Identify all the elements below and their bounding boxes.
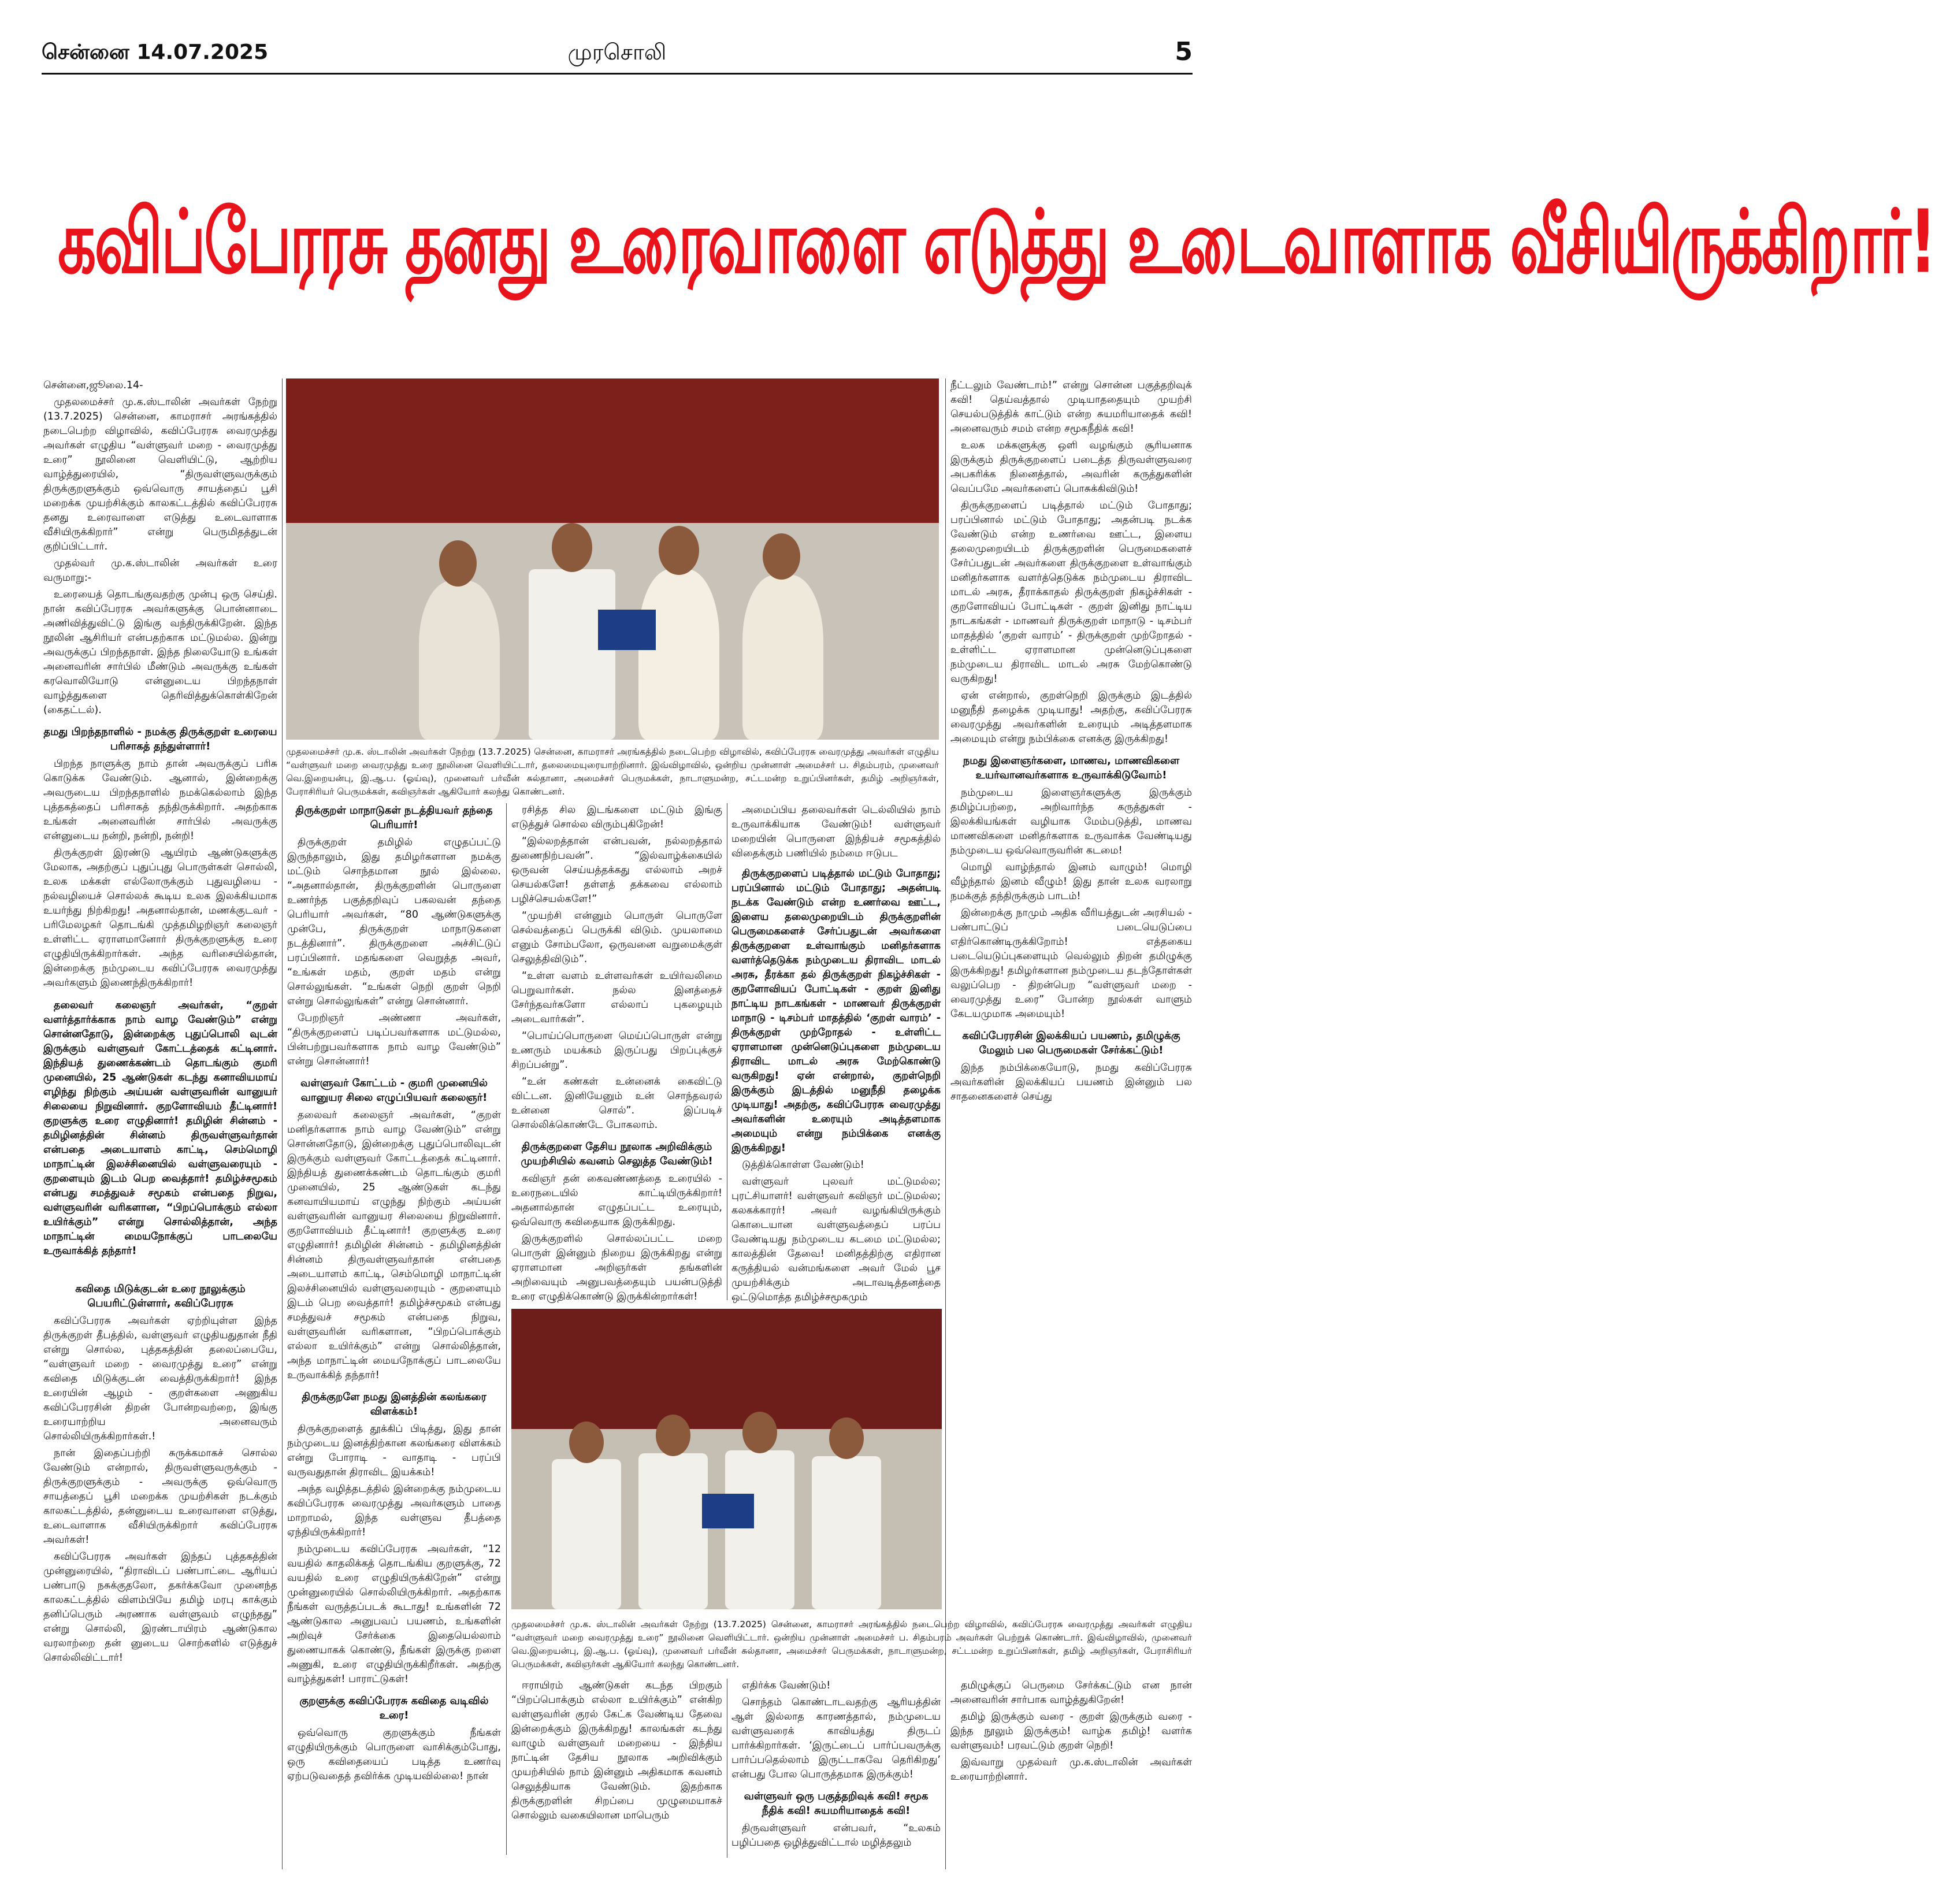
bold-paragraph: திருக்குறளைப் படித்தால் மட்டும் போதாது; பரப்பினால் மட்டும் போதாது; அதன்படி நடக்க வேண்டும் என்ற உணர்வை ஊட்ட, இளைய தலைமுறையிடம் திருக்குறளின் பெருமைகளைச் சேர்ப்பதுடன் அவர்களை திருக்குறளை உள்வாங்கும் மனிதர்களாக வளர்த்தெடுக்க நம்முடைய திராவிட மாடல் அரசு, தீரக்கா தல் திருக்குறள் நிகழ்ச்சிகள் - குறளோவியப் போட்டிகள் - குறள் இனிது நாட்டிய நாடகங்கள் - மாணவர் திருக்குறள் மாநாடு - டிசம்பர் மாதத்தில் ‘குறள் வாரம்’ - திருக்குறள் முற்றோதல் - உள்ளிட்ட ஏராளமான முன்னெடுப்புகளை நம்முடைய திராவிட மாடல் அரசு மேற்கொண்டு வருகிறது! ஏன் என்றால், குறள்நெறி இருக்கும் இடத்தில் மனுநீதி தழைக்க முடியாது! அதற்கு, கவிப்பேரரசு வைரமுத்து அவர்களின் உரையும் அடித்தளமாக அமையும் என்று நம்பிக்கை எனக்கு இருக்கிறது!	[731, 868, 941, 1154]
paragraph: திருக்குறள் இரண்டு ஆயிரம் ஆண்டுகளுக்கு மேலாக, அதற்குப் புதுப்புது பொருள்கள் சொல்லி, உலக மக்கள் எல்லோருக்கும் புதுவழியை - நல்வழியைச் சொல்லக் கூடிய உலக இலக்கியமாக உயர்ந்து நிற்கிறது! அதனால்தான், மணக்குடவர் - பரிமேலழகர் தொடங்கி முத்தமிழறிஞர் கலைஞர் உள்ளிட்ட ஏராளமானோர் திருக்குறளுக்கு உரை எழுதியிருக்கிறார்கள். அந்த வரிசையில்தான், இன்றைக்கு நம்முடைய கவிப்பேரரசு வைரமுத்து அவர்களும் இணைந்திருக்கிறார்!	[43, 847, 277, 989]
column-5-bottom	[950, 1679, 1192, 1858]
paragraph: தலைவர் கலைஞர் அவர்கள், “குறள் மனிதர்களாக நாம் வாழ வேண்டும்” என்று சொன்னதோடு, இன்றைக்கு புதுப்பொலிவுடன் இருக்கும் வள்ளுவர் கோட்டத்தைக் கட்டினார். இந்தியத் துணைக்கண்டம் தொடங்கும் குமரி முனையில், 25 ஆண்டுகள் கடந்து கனவாயியமாய் எழுந்து நிற்கும் அய்யன் வள்ளுவரின் வானுயர சிலையை நிறுவினார். குறளோவியம் தீட்டினார்! குறளுக்கு உரை எழுதினார்! தமிழின் சின்னம் - தமிழினத்தின் சின்னம் திருவள்ளுவர்தான் என்பதை அடையாளம் காட்டி, செம்மொழி மாநாட்டின் இலச்சினையில் வள்ளுவரையும் - குறளையும் இடம் பெற வைத்தார்! தமிழ்ச்சமூகம் என்பது சமத்துவச் சமூகம் என்பதை நிறுவ, வள்ளுவரின் வரிகளான, “பிறப்பொக்கும் எல்லா உயிர்க்கும்” என்று சொல்லித்தான், அந்த மாநாட்டின் மையநோக்குப் பாடலையே உருவாக்கித் தந்தார்!	[287, 1109, 501, 1381]
subheading: நமது இளைஞர்களை, மாணவ, மாணவிகளை உயர்வானவர்களாக உருவாக்கிடுவோம்!	[963, 755, 1180, 781]
header-rule	[42, 73, 1193, 75]
paragraph: திருக்குறளைத் தூக்கிப் பிடித்து, இது தான் நம்முடைய இனத்திற்கான கலங்கரை விளக்கம் என்று போராடி - வாதாடி - பரப்பி வருவதுதான் திராவிட இயக்கம்!	[287, 1423, 501, 1478]
paragraph: “முயற்சி என்னும் பொருள் பொருளே செல்வத்தைப் பெருக்கி விடும். முயலாமை எனும் சோம்பலோ, ஒருவனை வறுமைக்குள் செலுத்திவிடும்”.	[511, 910, 722, 965]
subheading: குறளுக்கு கவிப்பேரரசு கவிதை வடிவில் உரை!	[299, 1695, 489, 1721]
column-3-bottom	[511, 1679, 722, 1858]
paragraph: பேறறிஞர் அண்ணா அவர்கள், “திருக்குறளைப் படிப்பவர்களாக மட்டுமல்ல, பின்பற்றுபவர்களாக நாம் வாழ வேண்டும்” என்று சொன்னார்!	[287, 1012, 501, 1067]
subheading: திருக்குறளை தேசிய நூலாக அறிவிக்கும் முயற்சியில் கவனம் செலுத்த வேண்டும்!	[521, 1141, 713, 1167]
paragraph: திருக்குறள் தமிழில் எழுதப்பட்டு இருந்தாலும், இது தமிழர்களான நமக்கு மட்டும் சொந்தமான நூல் இல்லை. “அதனால்தான், திருக்குறளின் பொருளை உணர்ந்த பகுத்தறிவுப் பகலவன் தந்தை பெரியார் அவர்கள், “80 ஆண்டுகளுக்கு முன்பே, திருக்குறள் மாநாடுகளை நடத்தினார்”. திருக்குறளை அச்சிட்டுப் பரப்பினார். மதங்களை வெறுத்த அவர், “உங்கள் மதம், குறள் மதம் என்று சொல்லுங்கள். “உங்கள் நெறி குறள் நெறி என்று சொல்லுங்கள்” என்று சொன்னார்.	[287, 837, 501, 1007]
paragraph: திருவள்ளுவர் என்பவர், “உலகம் பழிப்பதை ஒழித்துவிட்டால் மழித்தலும்	[731, 1823, 941, 1849]
paragraph: நீட்டலும் வேண்டாம்!” என்று சொன்ன பகுத்தறிவுக் கவி! தெய்வத்தால் முடியாததையும் முயற்சி செயல்படுத்திக் காட்டும் என்ற சுயமரியாதைக் கவி! அனைவரும் சமம் என்ற சமூகநீதிக் கவி!	[950, 380, 1192, 435]
paragraph: “பொய்ப்பொருளை மெய்ப்பொருள் என்று உணரும் மயக்கம் இருப்பது பிறப்புக்குச் சிறப்பன்று”.	[511, 1030, 722, 1071]
photo-1-caption: முதலமைச்சர் மு.க. ஸ்டாலின் அவர்கள் நேற்று (13.7.2025) சென்னை, காமராசர் அரங்கத்தில் நடைபெற்ற விழாவில், கவிப்பேரரசு வைரமுத்து அவர்கள் எழுதிய “வள்ளுவர் மறை வைரமுத்து உரை நூலினை வெளியிட்டார், தலைமையுரையாற்றினார். இவ்விழாவில், ஒன்றிய முன்னாள் அமைச்சர் ப. சிதம்பரம், முனைவர் வெ.இறையன்பு, இ.ஆ.ப. (ஓய்வு), முனைவர் பர்வீன் சுல்தானா, அமைச்சர் பெருமக்கள், நாடாளுமன்ற, சட்டமன்ற உறுப்பினர்கள், தமிழ் அறிஞர்கள், பேராசிரியர் பெருமக்கள், கவிஞர்கள் ஆகியோர் கலந்து கொண்டனர்.	[286, 747, 939, 797]
paragraph: வள்ளுவர் புலவர் மட்டுமல்ல; புரட்சியாளர்! வள்ளுவர் கவிஞர் மட்டுமல்ல; கலகக்காரர்! அவர் வழங்கியிருக்கும் கொடையான வள்ளுவத்தைப் பரப்ப வேண்டியது நம்முடைய கடமை மட்டுமல்ல; காலத்தின் தேவை! மனிதத்திற்கு எதிரான கருத்தியல் வன்மங்களை அவர் மேல் பூச முயற்சிக்கும் அடாவடித்தனத்தை ஒட்டுமொத்த தமிழ்ச்சமூகமும்	[731, 1176, 941, 1303]
paragraph: இவ்வாறு முதல்வர் மு.க.ஸ்டாலின் அவர்கள் உரையாற்றினார்.	[950, 1757, 1192, 1783]
paragraph: நம்முடைய கவிப்பேரரசு அவர்கள், “12 வயதில் காதலிக்கத் தொடங்கிய குறளுக்கு, 72 வயதில் உரை எழுதியிருக்கிறேன்” என்று முன்னுரையில் சொல்லியிருக்கிறார். அதற்காக நீங்கள் வருத்தப்படக் கூடாது! உங்களின் 72 ஆண்டுகால அனுபவப் பயணம், உங்களின் அறிவுச் சேர்க்கை இதையெல்லாம் துணையாகக் கொண்டு, நீங்கள் இருக்கு றளை அணுகி, உரை எழுதியிருக்கிறீர்கள். அதற்கு வாழ்த்துகள்! பாராட்டுகள்!	[287, 1543, 501, 1685]
subheading: கவிப்பேரரசின் இலக்கியப் பயணம், தமிழுக்கு மேலும் பல பெருமைகள் சேர்க்கட்டும்!	[962, 1030, 1180, 1056]
paragraph: அமைப்பிய தலைவர்கள் டெல்லியில் நாம் உருவாக்கியாக வேண்டும்! வள்ளுவர் மறையின் பொருளை இந்தியச் சமூகத்தில் விதைக்கும் பணியில் நம்மை ஈடுபட	[731, 804, 941, 859]
paragraph: மொழி வாழ்ந்தால் இனம் வாழும்! மொழி வீழ்ந்தால் இனம் வீழும்! இது தான் உலக வரலாறு நமக்குத் தந்திருக்கும் பாடம்!	[950, 862, 1192, 902]
paragraph: இன்றைக்கு நாமும் அதிக வீரியத்துடன் அரசியல் - பண்பாட்டுப் படையெடுப்பை எதிர்கொண்டிருக்கிறோம்! எத்தகைய படையெடுப்புகளையும் வெல்லும் திறன் தமிழுக்கு இருக்கிறது! தமிழர்களான நம்முடைய தடந்தோள்கள் வலுப்பெற - திறன்பெற “வள்ளுவர் மறை - வைரமுத்து உரை” போன்ற நூல்கள் வாளும் கேடயமுமாக அமையும்!	[950, 907, 1192, 1020]
paragraph: கவிஞர் தன் கைவண்ணத்தை உரையில் - உரைநடையில் காட்டியிருக்கிறார்! அதனால்தான் எழுதப்பட்ட உரையும், ஒவ்வொரு கவிதையாக இருக்கிறது.	[511, 1173, 722, 1228]
page-number: 5	[1175, 37, 1193, 66]
paragraph: உலக மக்களுக்கு ஒளி வழங்கும் சூரியனாக இருக்கும் திருக்குறளைப் படைத்த திருவள்ளுவரை அபகரிக்க நினைத்தால், அவரின் கருத்துகளின் வெப்பமே அவர்களைப் பொசுக்கிவிடும்!	[950, 440, 1192, 495]
subheading: கவிதை மிடுக்குடன் உரை நூலுக்கும் பெயரிட்டுள்ளார், கவிப்பேரரசு	[75, 1283, 246, 1309]
column-3	[511, 803, 722, 1300]
column-4	[731, 803, 941, 1303]
paragraph: எதிர்க்க வேண்டும்!	[742, 1680, 831, 1691]
paragraph: இந்த நம்பிக்கையோடு, நமது கவிப்பேரரசு அவர்களின் இலக்கியப் பயணம் இன்னும் பல சாதனைகளைச் செய்து	[950, 1062, 1192, 1103]
column-divider	[282, 378, 283, 1869]
paragraph: பிறந்த நாளுக்கு நாம் தான் அவருக்குப் பரிசு கொடுக்க வேண்டும். ஆனால், இன்றைக்கு அவருடைய பிறந்தநாளில் நமக்கெல்லாம் இந்த புத்தகத்தைப் பரிசாகத் தந்திருக்கிறார். அதற்காக உங்கள் அனைவரின் சார்பில் அவருக்கு என்னுடைய நன்றி, நன்றி, நன்றி!	[43, 758, 277, 842]
headline: கவிப்பேரரசு தனது உரைவாளை எடுத்து உடைவாளாக வீசியிருக்கிறார்!	[58, 190, 1935, 293]
subheading: வள்ளுவர் ஒரு பகுத்தறிவுக் கவி! சமூக நீதிக் கவி! சுயமரியாதைக் கவி!	[744, 1790, 928, 1817]
newspaper-name: முரசொலி	[567, 39, 667, 65]
paragraph: உரையைத் தொடங்குவதற்கு முன்பு ஒரு செய்தி. நான் கவிப்பேரரசு அவர்களுக்கு பொன்னாடை அணிவித்துவிட்டு இங்கு வந்திருக்கிறேன். இந்த நூலின் ஆசிரியர் என்பதற்காக மட்டுமல்ல. இன்று அவருக்குப் பிறந்தநாள். இந்த நிலையோடு உங்கள் அனைவரின் சார்பில் மீண்டும் அவருக்கு உங்கள் கரவொலியோடு என்னுடைய பிறந்தநாள் வாழ்த்துகளை தெரிவித்துக்கொள்கிறேன் (கைதட்டல்).	[43, 589, 277, 716]
subheading: திருக்குறளே நமது இனத்தின் கலங்கரை விளக்கம்!	[302, 1391, 486, 1417]
paragraph: “உள்ள வளம் உள்ளவர்கள் உயிர்வலிமை பெறுவார்கள். நல்ல இனத்தைச் சேர்ந்தவர்களோ எல்லாப் புகழையும் அடைவார்கள்”.	[511, 970, 722, 1025]
paragraph: ரசித்த சில இடங்களை மட்டும் இங்கு எடுத்துச் சொல்ல விரும்புகிறேன்!	[511, 804, 722, 830]
issue-date: சென்னை 14.07.2025	[42, 40, 269, 64]
paragraph: “இல்லறத்தான் என்பவன், நல்லறத்தால் துணைநிற்பவன்”. “இல்வாழ்க்கையில் ஒருவன் செய்யத்தக்கது எல்லாம் அறச் செயல்களே! தள்ளத் தக்கவை எல்லாம் பழிச்செயல்களே!”	[511, 836, 722, 905]
paragraph: “உன் கண்கள் உன்னைக் கைவிட்டு விட்டன. இனியேனும் உன் சொந்தவரல் உன்னை சொல்”. இப்படிச் சொல்லிக்கொண்டே போகலாம்.	[511, 1076, 722, 1131]
column-2	[287, 803, 501, 1858]
paragraph: முதல்வர் மு.க.ஸ்டாலின் அவர்கள் உரை வருமாறு:-	[43, 558, 277, 584]
subheading: திருக்குறள் மாநாடுகள் நடத்தியவர் தந்தை பெரியார்!	[295, 804, 493, 831]
paragraph: டுத்திக்கொள்ள வேண்டும்!	[742, 1159, 864, 1171]
paragraph: ஏன் என்றால், குறள்நெறி இருக்கும் இடத்தில் மனுநீதி தழைக்க முடியாது! அதற்கு, கவிப்பேரரசு வைரமுத்து அவர்களின் உரையும் அடித்தளமாக அமையும் என்று நம்பிக்கை எனக்கு இருக்கிறது!	[950, 690, 1192, 745]
paragraph: முதலமைச்சர் மு.க.ஸ்டாலின் அவர்கள் நேற்று (13.7.2025) சென்னை, காமராசர் அரங்கத்தில் நடைபெற்ற விழாவில், கவிப்பேரரசு வைரமுத்து அவர்கள் எழுதிய “வள்ளுவர் மறை - வைரமுத்து உரை” நூலினை வெளியிட்டு, ஆற்றிய வாழ்த்துரையில், “திருவள்ளுவருக்கும் திருக்குறளுக்கும் ஒவ்வொரு சாயத்தைப் பூசி மறைக்க முயற்சிக்கும் காலகட்டத்தில் கவிப்பேரரசு தனது உரைவாளை எடுத்து உடைவாளாக வீசியிருக்கிறார்” என்று பெருமிதத்துடன் குறிப்பிட்டார்.	[43, 396, 277, 552]
paragraph: திருக்குறளைப் படித்தால் மட்டும் போதாது; பரப்பினால் மட்டும் போதாது; அதன்படி நடக்க வேண்டும் என்ற உணர்வை ஊட்ட, இளைய தலைமுறையிடம் திருக்குறளின் பெருமைகளைச் சேர்ப்பதுடன் அவர்களை திருக்குறளை உள்வாங்கும் மனிதர்களாக வளர்த்தெடுக்க நம்முடைய திராவிட மாடல் அரசு, தீராக்காதல் திருக்குறள் நிகழ்ச்சிகள் - குறளோவியப் போட்டிகள் - குறள் இனிது நாட்டிய நாடகங்கள் - மாணவர் திருக்குறள் மாநாடு - டிசம்பர் மாதத்தில் ‘குறள் வாரம்’ - திருக்குறள் முற்றோதல் - உள்ளிட்ட ஏராளமான முன்னெடுப்புகளை நம்முடைய திராவிட மாடல் அரசு மேற்கொண்டு வருகிறது!	[950, 500, 1192, 685]
paragraph: சொந்தம் கொண்டாடவதற்கு ஆரியத்தின் ஆள் இல்லாத காரணத்தால், நம்முடைய வள்ளுவரைக் காவியத்து திருடப் பார்க்கிறார்கள். ‘இருட்டைப் பார்ப்பவருக்கு பார்ப்பதெல்லாம் இருட்டாகவே தெரிகிறது’ என்பது போல பொருத்தமாக இருக்கும்!	[731, 1697, 941, 1780]
paragraph: கவிப்பேரரசு அவர்கள் இந்தப் புத்தகத்தின் முன்னுரையில், “திராவிடப் பண்பாட்டை ஆரியப் பண்பாடு நசுக்குதலோ, தகர்க்கவோ முனைந்த காலகட்டத்தில் விளம்பியே தமிழ் மரபு காக்கும் தனிப்பெரும் அரணாக வள்ளுவம் எழுந்தது” என்று சொல்லி, இரண்டாயிரம் ஆண்டுகால வரலாற்றை தன் னுடைய சொற்களில் எடுத்துச் சொல்லிவிட்டார்!	[43, 1551, 277, 1664]
column-4-bottom	[731, 1679, 941, 1858]
subheading: வள்ளுவர் கோட்டம் - குமரி முனையில் வானுயர சிலை எழுப்பியவர் கலைஞர்!	[300, 1077, 488, 1104]
subheading: தமது பிறந்தநாளில் - நமக்கு திருக்குறள் உரையை பரிசாகத் தந்துள்ளார்!	[43, 726, 277, 752]
paragraph: அந்த வழித்தடத்தில் இன்றைக்கு நம்முடைய கவிப்பேரரசு வைரமுத்து அவர்களும் பாதை மாறாமல், இந்த வள்ளுவ தீபத்தை ஏந்தியிருக்கிறார்!	[287, 1483, 501, 1538]
photo-1	[286, 378, 939, 740]
column-left	[43, 378, 277, 1858]
dateline: சென்னை,ஜூலை.14-	[43, 380, 143, 391]
paragraph: இருக்குறளில் சொல்லப்பட்ட மறை பொருள் இன்னும் நிறைய இருக்கிறது என்று ஏராளமான அறிஞர்கள் தங்களின் அறிவையும் அனுபவத்தையும் பயன்படுத்தி உரை எழுதிக்கொண்டு இருக்கின்றார்கள்!	[511, 1233, 722, 1302]
bold-paragraph: தலைவர் கலைஞர் அவர்கள், “குறள் வளர்த்தார்க்காக நாம் வாழ வேண்டும்” என்று சொன்னதோடு, இன்றைக்கு புதுப்பொலி வுடன் இருக்கும் வள்ளுவர் கோட்டத்தைக் கட்டினார். இந்தியத் துணைக்கண்டம் தொடங்கும் குமரி முனையில், 25 ஆண்டுகள் கடந்து கனாவியமாய் எழிந்து நிற்கும் அய்யன் வள்ளுவரின் வானுயர் சிலையை நிறுவினார். குறளோவியம் தீட்டினார்! குறளுக்கு உரை எழுதினார்! தமிழின் சின்னம் - தமிழினத்தின் சின்னம் திருவள்ளுவர்தான் என்பதை அடையாளம் காட்டி, செம்மொழி மாநாட்டின் இலச்சினையில் வள்ளுவரையும் - குறளையும் இடம் பெற வைத்தார்! தமிழ்ச்சமூகம் என்பது சமத்துவச் சமூகம் என்பதை நிறுவ, வள்ளுவரின் வரிகளான, “பிறப்பொக்கும் எல்லா உயிர்க்கும்” என்று சொல்லித்தான், அந்த மாநாட்டின் மையநோக்குப் பாடலையே உருவாக்கித் தந்தார்!	[43, 1000, 277, 1257]
paragraph: தமிழ் இருக்கும் வரை - குறள் இருக்கும் வரை - இந்த நூலும் இருக்கும்! வாழ்க தமிழ்! வளர்க வள்ளுவம்! பரவட்டும் குறள் நெறி!	[950, 1711, 1192, 1751]
paragraph: ஒவ்வொரு குறளுக்கும் நீங்கள் எழுதியிருக்கும் பொருளை வாசிக்கும்போது, ஒரு கவிதையைப் படித்த உணர்வு ஏற்படுவதைத் தவிர்க்க முடியவில்லை! நான்	[287, 1727, 501, 1782]
photo-2-caption: முதலமைச்சர் மு.க. ஸ்டாலின் அவர்கள் நேற்று (13.7.2025) சென்னை, காமராசர் அரங்கத்தில் நடைபெற்ற விழாவில், கவிப்பேரரசு வைரமுத்து அவர்கள் எழுதிய “வள்ளுவர் மறை வைரமுத்து உரை” நூலினை வெளியிட்டார். ஒன்றிய முன்னாள் அமைச்சர் ப. சிதம்பரம் அவர்கள் பெற்றுக் கொண்டார். இவ்விழாவில், முனைவர் வெ.இறையன்பு, இ.ஆ.ப. (ஓய்வு), முனைவர் பர்வீன் சுல்தானா, அமைச்சர் பெருமக்கள், நாடாளுமன்ற, சட்டமன்ற உறுப்பினர்கள், தமிழ் அறிஞர்கள், பேராசிரியர் பெருமக்கள், கவிஞர்கள் ஆகியோர் கலந்து கொண்டனர்.	[511, 1619, 1192, 1669]
paragraph: நம்முடைய இளைஞர்களுக்கு இருக்கும் தமிழ்ப்பற்றை, அறிவார்ந்த கருத்துகள் - இலக்கியங்கள் வழியாக மேம்படுத்தி, மாணவ மாணவிகளை மனிதர்களாக உருவாக்க வேண்டியது நம்முடைய ஒவ்வொருவரின் கடமை!	[950, 787, 1192, 856]
photo-2	[511, 1309, 942, 1609]
paragraph: கவிப்பேரரசு அவர்கள் ஏற்றியுள்ள இந்த திருக்குறள் தீபத்தில், வள்ளுவர் எழுதியதுதான் நீதி என்று சொல்ல, புத்தகத்தின் தலைப்பையே, “வள்ளுவர் மறை - வைரமுத்து உரை” என்று கவிதை மிடுக்குடன் வைத்திருக்கிறார்! இந்த உரையின் ஆழம் - குறள்களை அணுகிய கவிப்பேரரசின் திறன் போன்றவற்றை, இங்கு உரையாற்றிய அனைவரும் சொல்லியிருக்கிறார்கள்.!	[43, 1315, 277, 1442]
masthead	[42, 35, 1193, 69]
paragraph: தமிழுக்குப் பெருமை சேர்க்கட்டும் என நான் அனைவரின் சார்பாக வாழ்த்துகிறேன்!	[950, 1680, 1192, 1706]
paragraph: ஈராயிரம் ஆண்டுகள் கடந்த பிறகும் “பிறப்பொக்கும் எல்லா உயிர்க்கும்” என்கிற வள்ளுவரின் குரல் கேட்க வேண்டிய தேவை இன்றைக்கும் இருக்கிறது! காலங்கள் கடந்து வாழும் வள்ளுவர் மறையை - இந்திய நாட்டின் தேசிய நூலாக அறிவிக்கும் முயற்சியில் நாம் இன்னும் அதிகமாக கவனம் செலுத்தியாக வேண்டும். இதற்காக திருக்குறளின் சிறப்பை முழுமையாகச் சொல்லும் வகையிலான மாபெரும்	[511, 1680, 722, 1821]
paragraph: நான் இதைப்பற்றி சுருக்கமாகச் சொல்ல வேண்டும் என்றால், திருவள்ளுவருக்கும் - திருக்குறளுக்கும் - அவருக்கு ஒவ்வொரு சாயத்தைப் பூசி மறைக்க முயற்சிகள் நடக்கும் காலகட்டத்தில், தன்னுடைய உரைவாளை எடுத்து, உடைவாளாக வீசியிருக்கிறார் கவிப்பேரரசு அவர்கள்!	[43, 1448, 277, 1546]
column-divider	[506, 803, 507, 1855]
